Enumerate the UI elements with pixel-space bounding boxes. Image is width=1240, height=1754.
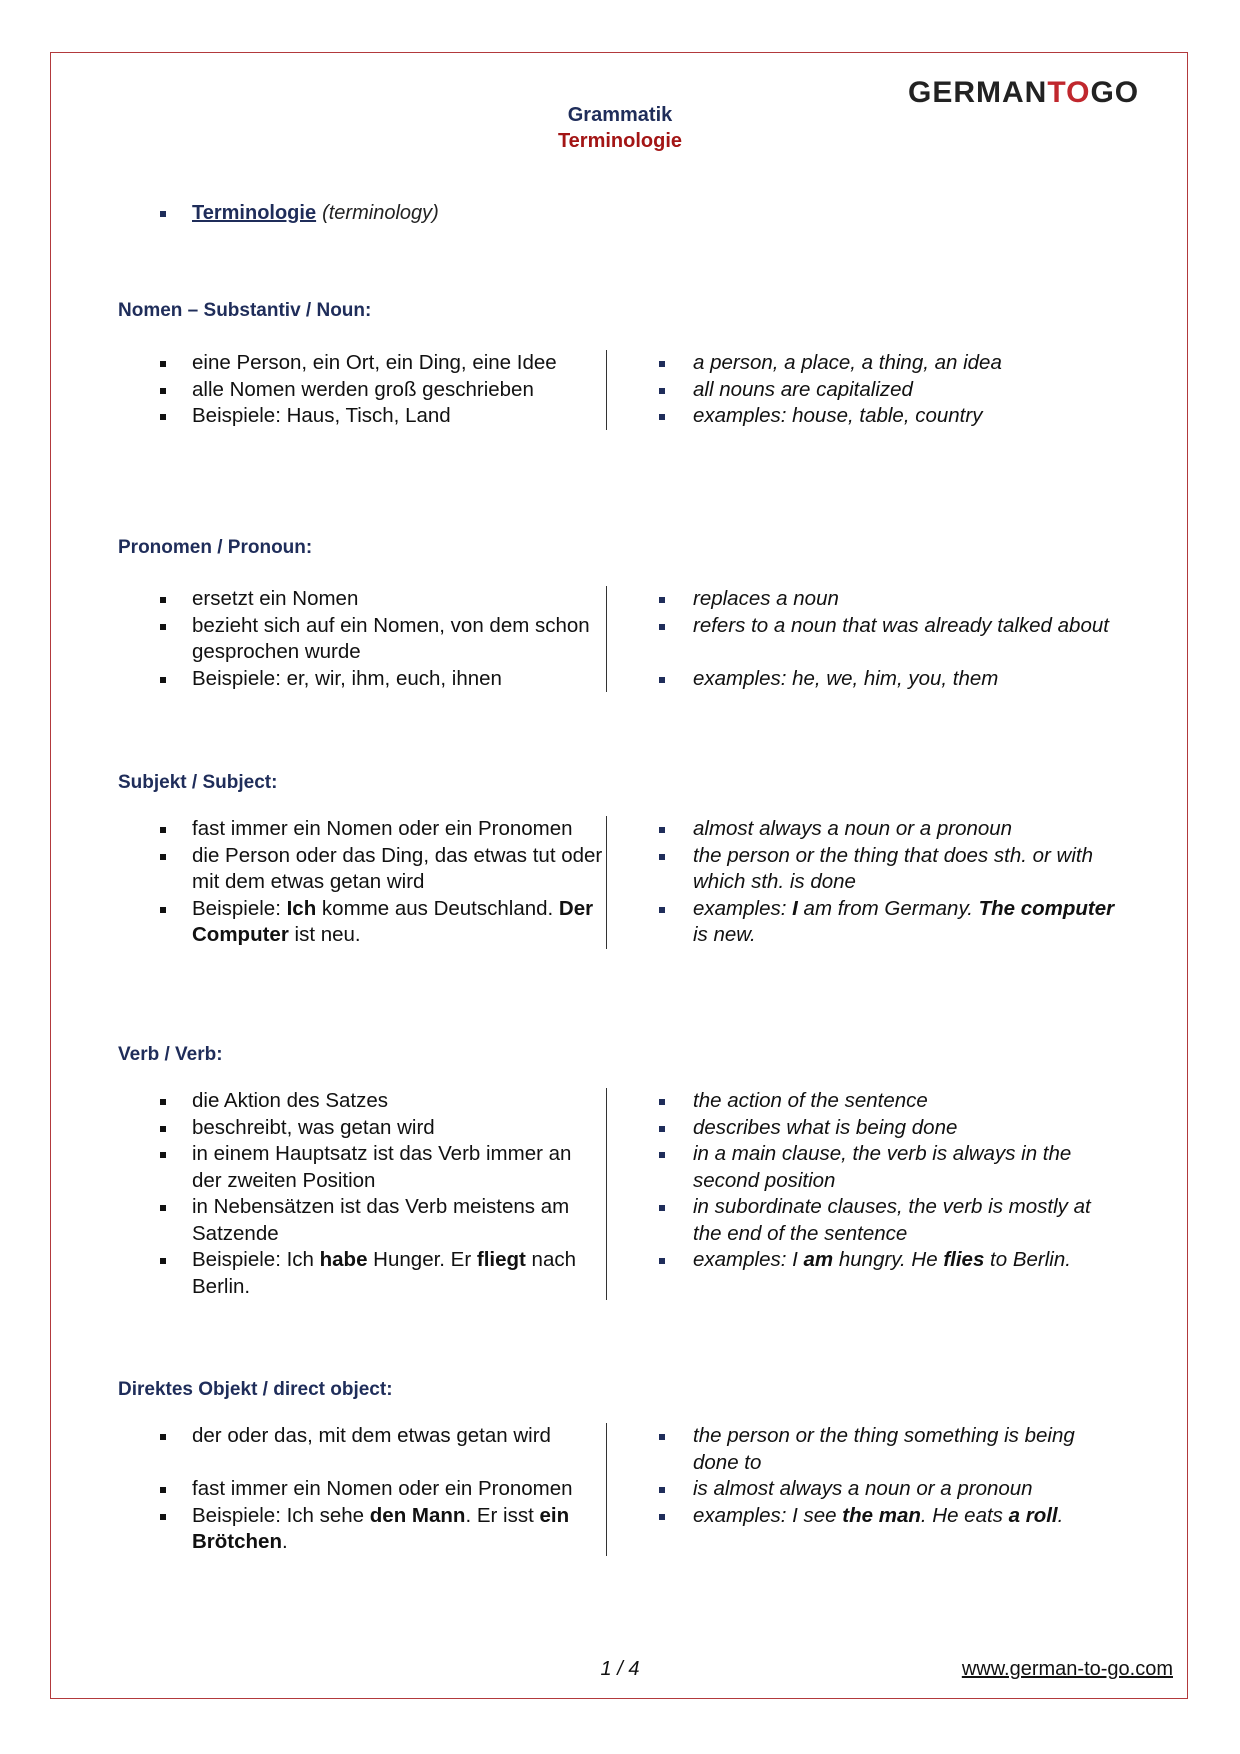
bullet-icon	[659, 597, 665, 603]
item-text: is almost always a noun or a pronoun	[693, 1477, 1033, 1500]
section-heading: Subjekt / Subject:	[118, 772, 278, 793]
german-list-item	[192, 1194, 604, 1247]
english-list-item	[693, 1141, 1118, 1194]
emphasized-text: am	[803, 1248, 834, 1271]
list-row	[0, 1476, 1240, 1503]
item-text: is new.	[693, 923, 756, 946]
german-list-item	[192, 1247, 604, 1300]
bullet-icon	[659, 677, 665, 683]
item-text: am from Germany.	[797, 896, 979, 920]
section-body	[0, 1423, 1240, 1556]
toc-translation: (terminology)	[322, 202, 439, 224]
item-text: almost always a noun or a pronoun	[693, 817, 1013, 840]
page-number: 1 / 4	[600, 1658, 640, 1680]
english-list-item	[693, 1476, 1118, 1503]
item-text: describes what is being done	[693, 1115, 958, 1139]
item-text: examples: I see	[693, 1503, 843, 1527]
bullet-icon	[160, 677, 166, 683]
bullet-icon	[160, 388, 166, 394]
section-heading: Verb / Verb:	[118, 1044, 223, 1065]
column-divider	[606, 1088, 607, 1300]
bullet-icon	[160, 1487, 166, 1493]
list-row	[0, 816, 1240, 843]
english-list-item	[693, 613, 1118, 666]
german-list-item	[192, 816, 604, 843]
item-text: in a main clause, the verb is always in the second position	[693, 1142, 1072, 1192]
list-row	[0, 1115, 1240, 1142]
bullet-icon	[659, 388, 665, 394]
item-text: bezieht sich auf ein Nomen, von dem schon gesprochen wurde	[192, 613, 590, 663]
german-list-item	[192, 843, 604, 896]
item-text: fast immer ein Nomen oder ein Pronomen	[192, 817, 573, 840]
bullet-icon	[659, 1126, 665, 1132]
item-text: in subordinate clauses, the verb is mostly at the end of the sentence	[693, 1195, 1091, 1245]
item-text: Beispiele: Haus, Tisch, Land	[192, 404, 451, 427]
emphasized-text: I	[792, 896, 798, 920]
bullet-icon	[659, 1205, 665, 1211]
emphasized-text: Ich	[286, 896, 317, 920]
item-text: Beispiele: er, wir, ihm, euch, ihnen	[192, 666, 502, 690]
toc-link[interactable]: Terminologie	[192, 202, 317, 224]
item-text: Beispiele: Ich sehe	[192, 1503, 370, 1527]
list-row	[0, 1423, 1240, 1476]
english-list-item	[693, 350, 1118, 377]
list-row	[0, 1194, 1240, 1247]
item-text: replaces a noun	[693, 587, 839, 610]
bullet-icon	[659, 1099, 665, 1105]
item-text: examples: I	[693, 1248, 804, 1271]
item-text: . Er isst	[465, 1503, 540, 1527]
english-list-item	[693, 896, 1118, 949]
list-row	[0, 586, 1240, 613]
item-text: the person or the thing something is being done to	[693, 1424, 1075, 1474]
bullet-icon	[160, 211, 166, 217]
item-text: examples: he, we, him, you, them	[693, 666, 999, 690]
bullet-icon	[659, 1258, 665, 1264]
column-divider	[606, 586, 607, 692]
german-list-item	[192, 666, 604, 693]
section-heading: Nomen – Substantiv / Noun:	[118, 300, 372, 321]
section-body	[0, 816, 1240, 949]
emphasized-text: habe	[319, 1248, 368, 1271]
german-list-item	[192, 1503, 604, 1556]
column-divider	[606, 1423, 607, 1556]
english-list-item	[693, 1247, 1118, 1300]
item-text: nach Berlin.	[192, 1248, 576, 1298]
item-text: the action of the sentence	[693, 1089, 928, 1112]
bullet-icon	[160, 1126, 166, 1132]
column-divider	[606, 816, 607, 949]
german-list-item	[192, 896, 604, 949]
logo-text-to: TO	[1047, 76, 1091, 109]
bullet-icon	[659, 854, 665, 860]
english-list-item	[693, 666, 1118, 693]
english-list-item	[693, 377, 1118, 404]
item-text: die Aktion des Satzes	[192, 1089, 389, 1112]
emphasized-text: fliegt	[476, 1248, 526, 1271]
item-text: examples:	[693, 896, 793, 920]
item-text: refers to a noun that was already talked about	[693, 613, 1109, 637]
english-list-item	[693, 586, 1118, 613]
item-text: to Berlin.	[984, 1248, 1071, 1271]
section-heading: Pronomen / Pronoun:	[118, 537, 313, 558]
item-text: der oder das, mit dem etwas getan wird	[192, 1424, 551, 1447]
english-list-item	[693, 816, 1118, 843]
emphasized-text: a roll	[1008, 1503, 1058, 1527]
english-list-item	[693, 1115, 1118, 1142]
emphasized-text: flies	[943, 1248, 985, 1271]
bullet-icon	[659, 1152, 665, 1158]
item-text: fast immer ein Nomen oder ein Pronomen	[192, 1477, 573, 1500]
german-list-item	[192, 1476, 604, 1503]
logo-text-go: GO	[1090, 76, 1140, 109]
list-row	[0, 1141, 1240, 1194]
item-text: die Person oder das Ding, das etwas tut oder mit dem etwas getan wird	[192, 843, 603, 893]
german-list-item	[192, 1088, 604, 1115]
emphasized-text: ein Brötchen	[192, 1503, 570, 1553]
logo-text: GERMAN	[908, 76, 1048, 109]
emphasized-text: Der Computer	[192, 896, 594, 946]
bullet-icon	[160, 907, 166, 913]
bullet-icon	[160, 1514, 166, 1520]
item-text: Beispiele: Ich	[192, 1248, 320, 1271]
german-list-item	[192, 403, 604, 430]
bullet-icon	[659, 624, 665, 630]
list-row	[0, 896, 1240, 949]
bullet-icon	[160, 414, 166, 420]
item-text: in einem Hauptsatz ist das Verb immer an der zweiten Position	[192, 1142, 572, 1192]
german-list-item	[192, 613, 604, 666]
item-text: .	[281, 1530, 288, 1553]
english-list-item	[693, 403, 1118, 430]
item-text: komme aus Deutschland.	[316, 896, 559, 920]
bullet-icon	[160, 1205, 166, 1211]
list-row	[0, 1088, 1240, 1115]
section-body	[0, 586, 1240, 692]
bullet-icon	[160, 854, 166, 860]
list-row	[0, 377, 1240, 404]
website-link[interactable]: www.german-to-go.com	[961, 1658, 1173, 1680]
column-divider	[606, 350, 607, 430]
bullet-icon	[160, 1258, 166, 1264]
emphasized-text: den Mann	[369, 1503, 466, 1527]
bullet-icon	[659, 1514, 665, 1520]
german-list-item	[192, 377, 604, 404]
list-row	[0, 613, 1240, 666]
item-text: in Nebensätzen ist das Verb meistens am Satzende	[192, 1195, 570, 1245]
german-list-item	[192, 586, 604, 613]
english-list-item	[693, 1503, 1118, 1556]
bullet-icon	[160, 361, 166, 367]
item-text: eine Person, ein Ort, ein Ding, eine Idee	[192, 351, 557, 374]
bullet-icon	[160, 1099, 166, 1105]
item-text: . He eats	[920, 1503, 1009, 1527]
item-text: hungry. He	[833, 1248, 944, 1271]
bullet-icon	[160, 624, 166, 630]
english-list-item	[693, 1088, 1118, 1115]
item-text: ersetzt ein Nomen	[192, 587, 359, 610]
bullet-icon	[160, 1434, 166, 1440]
list-row	[0, 666, 1240, 693]
list-row	[0, 350, 1240, 377]
bullet-icon	[659, 827, 665, 833]
page-title: Grammatik	[567, 104, 673, 126]
item-text: Beispiele:	[192, 896, 287, 920]
emphasized-text: the man	[842, 1503, 921, 1527]
item-text: examples: house, table, country	[693, 404, 983, 427]
english-list-item	[693, 1194, 1118, 1247]
page-subtitle: Terminologie	[557, 130, 683, 152]
list-row	[0, 403, 1240, 430]
section-body	[0, 350, 1240, 430]
emphasized-text: The computer	[978, 896, 1115, 920]
item-text: beschreibt, was getan wird	[192, 1115, 435, 1139]
section-heading: Direktes Objekt / direct object:	[118, 1379, 393, 1400]
bullet-icon	[659, 907, 665, 913]
item-text: .	[1057, 1503, 1064, 1527]
english-list-item	[693, 843, 1118, 896]
item-text: Hunger. Er	[367, 1248, 477, 1271]
list-row	[0, 1503, 1240, 1556]
bullet-icon	[659, 1487, 665, 1493]
bullet-icon	[160, 827, 166, 833]
list-row	[0, 843, 1240, 896]
section-body	[0, 1088, 1240, 1300]
english-list-item	[693, 1423, 1118, 1476]
bullet-icon	[160, 1152, 166, 1158]
item-text: all nouns are capitalized	[693, 377, 913, 401]
list-row	[0, 1247, 1240, 1300]
bullet-icon	[659, 1434, 665, 1440]
item-text: the person or the thing that does sth. or with which sth. is done	[693, 843, 1093, 893]
german-list-item	[192, 350, 604, 377]
german-list-item	[192, 1115, 604, 1142]
german-list-item	[192, 1141, 604, 1194]
item-text: a person, a place, a thing, an idea	[693, 351, 1002, 374]
item-text: ist neu.	[288, 923, 361, 946]
bullet-icon	[659, 414, 665, 420]
item-text: alle Nomen werden groß geschrieben	[192, 377, 534, 401]
bullet-icon	[160, 597, 166, 603]
german-list-item	[192, 1423, 604, 1476]
bullet-icon	[659, 361, 665, 367]
